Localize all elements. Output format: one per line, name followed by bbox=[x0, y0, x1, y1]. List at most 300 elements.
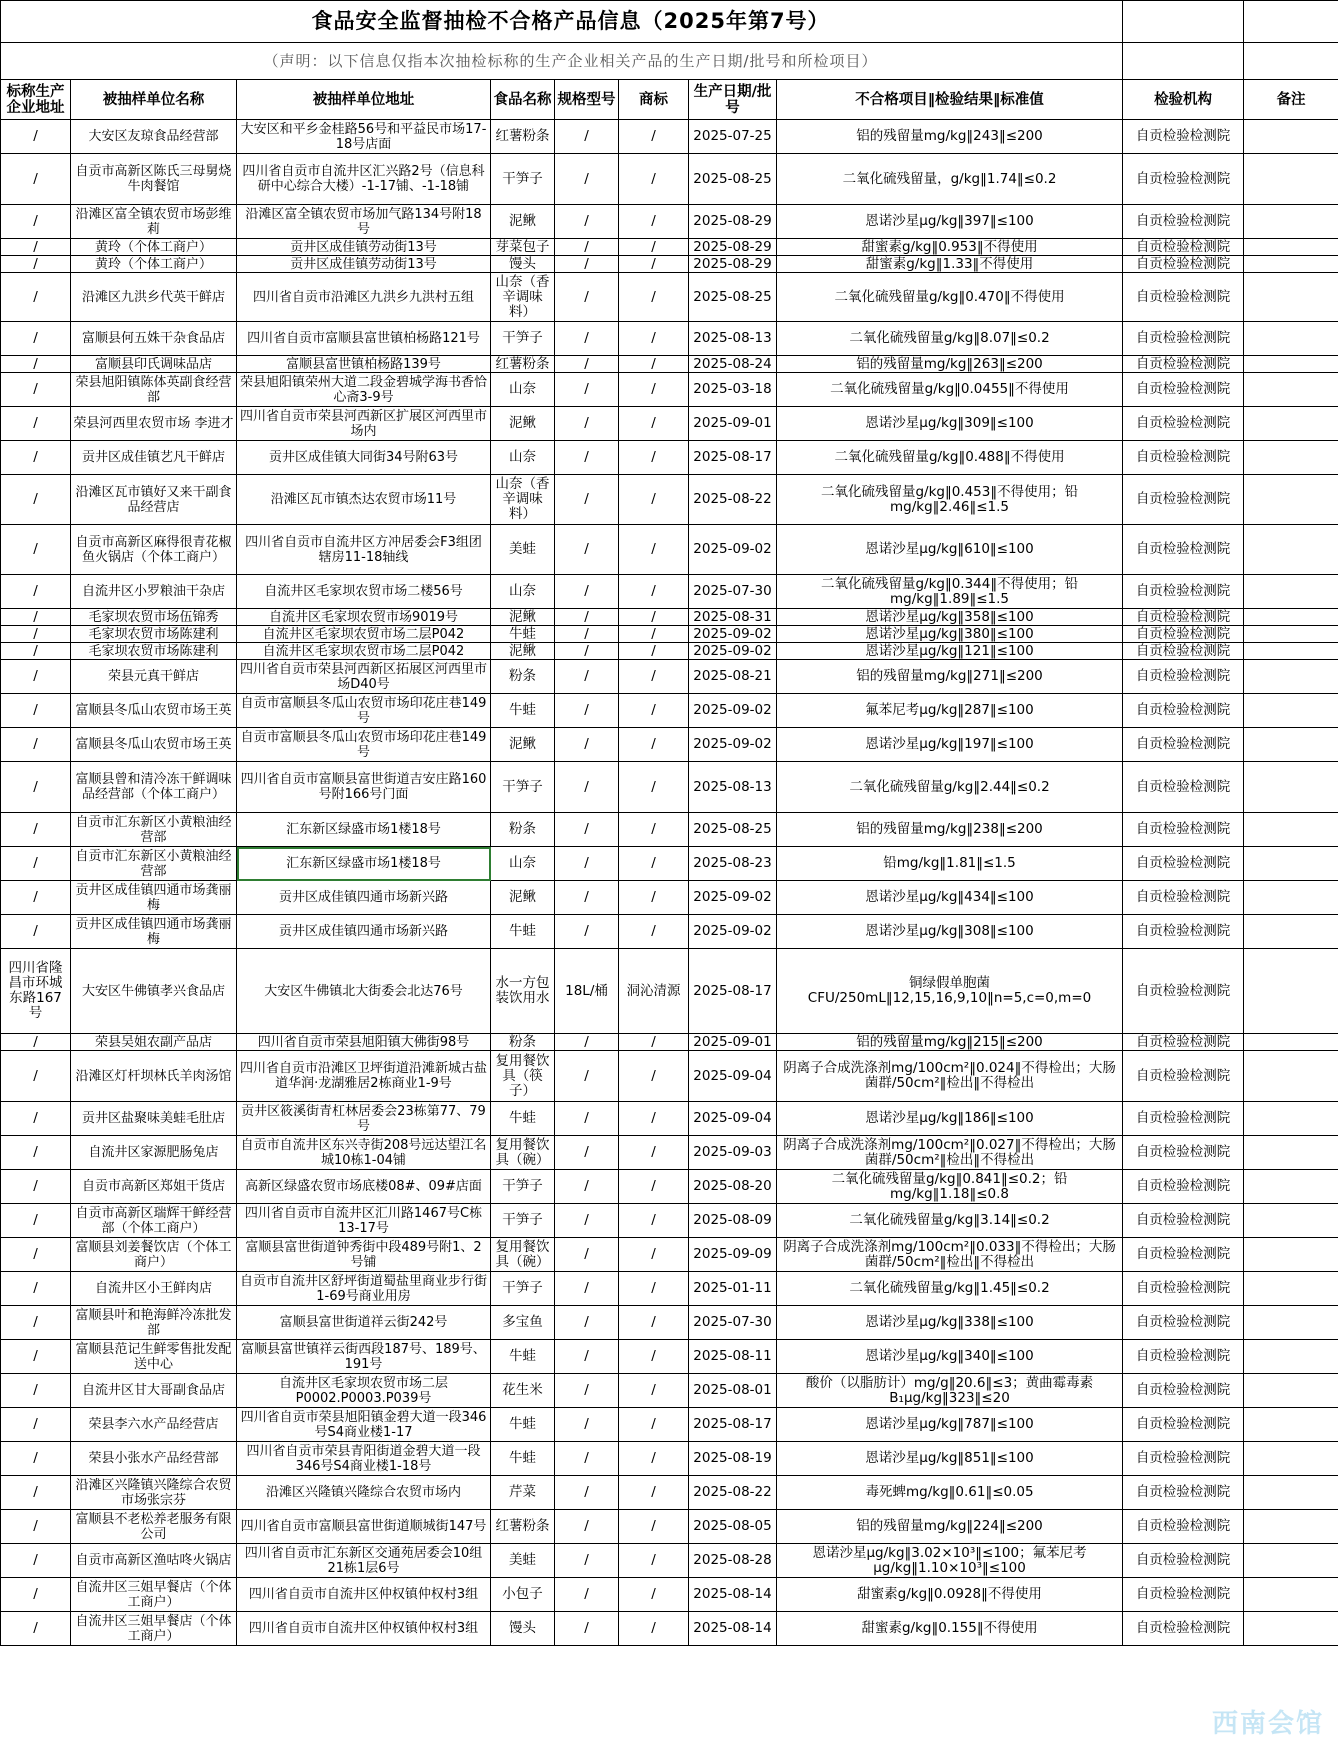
lab-cell[interactable]: 自贡检验检测院 bbox=[1123, 1272, 1244, 1306]
failed-item-cell[interactable]: 酸价（以脂肪计）mg/g‖20.6‖≤3；黄曲霉毒素B₁μg/kg‖323‖≤20 bbox=[777, 1374, 1123, 1408]
food-name-cell[interactable]: 山奈 bbox=[491, 373, 555, 407]
spec-cell[interactable]: / bbox=[555, 762, 619, 813]
failed-item-cell[interactable]: 恩诺沙星μg/kg‖186‖≤100 bbox=[777, 1102, 1123, 1136]
production-date-cell[interactable]: 2025-07-30 bbox=[689, 575, 777, 609]
lab-cell[interactable]: 自贡检验检测院 bbox=[1123, 1102, 1244, 1136]
food-name-cell[interactable]: 美蛙 bbox=[491, 525, 555, 575]
lab-cell[interactable]: 自贡检验检测院 bbox=[1123, 373, 1244, 407]
production-date-cell[interactable]: 2025-09-09 bbox=[689, 1238, 777, 1272]
lab-cell[interactable]: 自贡检验检测院 bbox=[1123, 694, 1244, 728]
brand-cell[interactable]: / bbox=[619, 762, 689, 813]
spec-cell[interactable]: / bbox=[555, 356, 619, 373]
remark-cell[interactable] bbox=[1244, 1204, 1338, 1238]
food-name-cell[interactable]: 山奈 bbox=[491, 847, 555, 881]
production-date-cell[interactable]: 2025-03-18 bbox=[689, 373, 777, 407]
remark-cell[interactable] bbox=[1244, 1544, 1338, 1578]
spec-cell[interactable]: / bbox=[555, 154, 619, 205]
sampled-unit-address-cell[interactable]: 自流井区毛家坝农贸市场二层P0002.P0003.P039号 bbox=[237, 1374, 491, 1408]
sampled-unit-name-cell[interactable]: 富顺县刘姜餐饮店（个体工商户） bbox=[71, 1238, 237, 1272]
remark-cell[interactable] bbox=[1244, 609, 1338, 626]
sampled-unit-name-cell[interactable]: 贡井区成佳镇四通市场龚丽梅 bbox=[71, 915, 237, 949]
production-date-cell[interactable]: 2025-09-01 bbox=[689, 1034, 777, 1051]
remark-cell[interactable] bbox=[1244, 239, 1338, 256]
sampled-unit-name-cell[interactable]: 自流井区小王鲜肉店 bbox=[71, 1272, 237, 1306]
failed-item-cell[interactable]: 甜蜜素g/kg‖1.33‖不得使用 bbox=[777, 256, 1123, 273]
manufacturer-address-cell[interactable]: / bbox=[1, 1102, 71, 1136]
remark-cell[interactable] bbox=[1244, 881, 1338, 915]
remark-cell[interactable] bbox=[1244, 949, 1338, 1034]
food-name-cell[interactable]: 牛蛙 bbox=[491, 1102, 555, 1136]
sampled-unit-address-cell[interactable]: 贡井区成佳镇四通市场新兴路 bbox=[237, 881, 491, 915]
manufacturer-address-cell[interactable]: / bbox=[1, 1272, 71, 1306]
sampled-unit-address-cell[interactable]: 贡井区成佳镇大同街34号附63号 bbox=[237, 441, 491, 475]
sampled-unit-name-cell[interactable]: 自贡市高新区麻得很青花椒鱼火锅店（个体工商户） bbox=[71, 525, 237, 575]
sampled-unit-name-cell[interactable]: 自流井区甘大哥副食品店 bbox=[71, 1374, 237, 1408]
sampled-unit-name-cell[interactable]: 富顺县范记生鲜零售批发配送中心 bbox=[71, 1340, 237, 1374]
manufacturer-address-cell[interactable]: / bbox=[1, 915, 71, 949]
brand-cell[interactable]: / bbox=[619, 1544, 689, 1578]
spec-cell[interactable]: / bbox=[555, 373, 619, 407]
failed-item-cell[interactable]: 二氧化硫残留量g/kg‖0.344‖不得使用；铅mg/kg‖1.89‖≤1.5 bbox=[777, 575, 1123, 609]
sampled-unit-address-cell[interactable]: 自流井区毛家坝农贸市场二楼56号 bbox=[237, 575, 491, 609]
sampled-unit-address-cell[interactable]: 富顺县富世镇祥云街西段187号、189号、191号 bbox=[237, 1340, 491, 1374]
manufacturer-address-cell[interactable]: / bbox=[1, 1034, 71, 1051]
sampled-unit-name-cell[interactable]: 自贡市高新区陈氏三母舅烧牛肉餐馆 bbox=[71, 154, 237, 205]
lab-cell[interactable]: 自贡检验检测院 bbox=[1123, 1340, 1244, 1374]
brand-cell[interactable]: / bbox=[619, 813, 689, 847]
production-date-cell[interactable]: 2025-08-17 bbox=[689, 441, 777, 475]
brand-cell[interactable]: / bbox=[619, 1238, 689, 1272]
remark-cell[interactable] bbox=[1244, 322, 1338, 356]
lab-cell[interactable]: 自贡检验检测院 bbox=[1123, 1170, 1244, 1204]
sampled-unit-address-cell[interactable]: 自流井区毛家坝农贸市场9019号 bbox=[237, 609, 491, 626]
brand-cell[interactable]: / bbox=[619, 373, 689, 407]
sampled-unit-address-cell[interactable]: 贡井区筱溪街青杠林居委会23栋第77、79号 bbox=[237, 1102, 491, 1136]
food-name-cell[interactable]: 牛蛙 bbox=[491, 1340, 555, 1374]
production-date-cell[interactable]: 2025-08-14 bbox=[689, 1578, 777, 1612]
failed-item-cell[interactable]: 氟苯尼考μg/kg‖287‖≤100 bbox=[777, 694, 1123, 728]
food-name-cell[interactable]: 芽菜包子 bbox=[491, 239, 555, 256]
food-name-cell[interactable]: 泥鳅 bbox=[491, 609, 555, 626]
lab-cell[interactable]: 自贡检验检测院 bbox=[1123, 205, 1244, 239]
spec-cell[interactable]: / bbox=[555, 322, 619, 356]
sampled-unit-address-cell[interactable]: 沿滩区富全镇农贸市场加气路134号附18号 bbox=[237, 205, 491, 239]
food-name-cell[interactable]: 复用餐饮具（碗） bbox=[491, 1136, 555, 1170]
manufacturer-address-cell[interactable]: / bbox=[1, 1204, 71, 1238]
spec-cell[interactable]: / bbox=[555, 273, 619, 322]
sampled-unit-name-cell[interactable]: 沿滩区灯杆坝林氏羊肉汤馆 bbox=[71, 1051, 237, 1102]
production-date-cell[interactable]: 2025-08-31 bbox=[689, 609, 777, 626]
sampled-unit-name-cell[interactable]: 自流井区三姐早餐店（个体工商户） bbox=[71, 1578, 237, 1612]
manufacturer-address-cell[interactable]: / bbox=[1, 1051, 71, 1102]
production-date-cell[interactable]: 2025-08-01 bbox=[689, 1374, 777, 1408]
remark-cell[interactable] bbox=[1244, 660, 1338, 694]
sampled-unit-name-cell[interactable]: 毛家坝农贸市场伍锦秀 bbox=[71, 609, 237, 626]
spec-cell[interactable]: / bbox=[555, 626, 619, 643]
spec-cell[interactable]: / bbox=[555, 1051, 619, 1102]
failed-item-cell[interactable]: 恩诺沙星μg/kg‖340‖≤100 bbox=[777, 1340, 1123, 1374]
sampled-unit-name-cell[interactable]: 毛家坝农贸市场陈建利 bbox=[71, 643, 237, 660]
spec-cell[interactable]: / bbox=[555, 1238, 619, 1272]
sampled-unit-address-cell[interactable]: 富顺县富世街道钟秀街中段489号附1、2号铺 bbox=[237, 1238, 491, 1272]
production-date-cell[interactable]: 2025-08-25 bbox=[689, 273, 777, 322]
brand-cell[interactable]: / bbox=[619, 1578, 689, 1612]
manufacturer-address-cell[interactable]: / bbox=[1, 205, 71, 239]
manufacturer-address-cell[interactable]: / bbox=[1, 728, 71, 762]
food-name-cell[interactable]: 山奈 bbox=[491, 575, 555, 609]
brand-cell[interactable]: / bbox=[619, 1612, 689, 1646]
failed-item-cell[interactable]: 甜蜜素g/kg‖0.0928‖不得使用 bbox=[777, 1578, 1123, 1612]
sampled-unit-address-cell[interactable]: 汇东新区绿盛市场1楼18号 bbox=[237, 847, 491, 881]
brand-cell[interactable]: / bbox=[619, 1510, 689, 1544]
production-date-cell[interactable]: 2025-08-14 bbox=[689, 1612, 777, 1646]
failed-item-cell[interactable]: 铝的残留量mg/kg‖224‖≤200 bbox=[777, 1510, 1123, 1544]
sampled-unit-address-cell[interactable]: 四川省自贡市汇东新区交通苑居委会10组21栋1层6号 bbox=[237, 1544, 491, 1578]
food-name-cell[interactable]: 馒头 bbox=[491, 1612, 555, 1646]
lab-cell[interactable]: 自贡检验检测院 bbox=[1123, 273, 1244, 322]
sampled-unit-name-cell[interactable]: 自贡市高新区渔咕咚火锅店 bbox=[71, 1544, 237, 1578]
sampled-unit-name-cell[interactable]: 荣县元真干鲜店 bbox=[71, 660, 237, 694]
spec-cell[interactable]: / bbox=[555, 1204, 619, 1238]
sampled-unit-address-cell[interactable]: 四川省自贡市荣县青阳街道金碧大道一段346号S4商业楼1-18号 bbox=[237, 1442, 491, 1476]
sampled-unit-name-cell[interactable]: 富顺县印氏调味品店 bbox=[71, 356, 237, 373]
brand-cell[interactable]: / bbox=[619, 407, 689, 441]
remark-cell[interactable] bbox=[1244, 273, 1338, 322]
manufacturer-address-cell[interactable]: / bbox=[1, 273, 71, 322]
production-date-cell[interactable]: 2025-08-29 bbox=[689, 256, 777, 273]
production-date-cell[interactable]: 2025-09-02 bbox=[689, 915, 777, 949]
spec-cell[interactable]: / bbox=[555, 407, 619, 441]
spec-cell[interactable]: / bbox=[555, 1374, 619, 1408]
manufacturer-address-cell[interactable]: / bbox=[1, 1442, 71, 1476]
brand-cell[interactable]: / bbox=[619, 847, 689, 881]
failed-item-cell[interactable]: 铅mg/kg‖1.81‖≤1.5 bbox=[777, 847, 1123, 881]
production-date-cell[interactable]: 2025-08-25 bbox=[689, 154, 777, 205]
remark-cell[interactable] bbox=[1244, 847, 1338, 881]
spec-cell[interactable]: / bbox=[555, 660, 619, 694]
production-date-cell[interactable]: 2025-08-23 bbox=[689, 847, 777, 881]
brand-cell[interactable]: / bbox=[619, 609, 689, 626]
lab-cell[interactable]: 自贡检验检测院 bbox=[1123, 356, 1244, 373]
spec-cell[interactable]: / bbox=[555, 1578, 619, 1612]
production-date-cell[interactable]: 2025-08-05 bbox=[689, 1510, 777, 1544]
lab-cell[interactable]: 自贡检验检测院 bbox=[1123, 1544, 1244, 1578]
production-date-cell[interactable]: 2025-09-04 bbox=[689, 1102, 777, 1136]
sampled-unit-name-cell[interactable]: 富顺县曾和清冷冻干鲜调味品经营部（个体工商户） bbox=[71, 762, 237, 813]
production-date-cell[interactable]: 2025-09-02 bbox=[689, 694, 777, 728]
food-name-cell[interactable]: 干笋子 bbox=[491, 1204, 555, 1238]
food-name-cell[interactable]: 粉条 bbox=[491, 813, 555, 847]
production-date-cell[interactable]: 2025-08-24 bbox=[689, 356, 777, 373]
brand-cell[interactable]: / bbox=[619, 1476, 689, 1510]
failed-item-cell[interactable]: 恩诺沙星μg/kg‖851‖≤100 bbox=[777, 1442, 1123, 1476]
lab-cell[interactable]: 自贡检验检测院 bbox=[1123, 915, 1244, 949]
brand-cell[interactable]: / bbox=[619, 1102, 689, 1136]
manufacturer-address-cell[interactable]: / bbox=[1, 1374, 71, 1408]
spec-cell[interactable]: / bbox=[555, 575, 619, 609]
failed-item-cell[interactable]: 铝的残留量mg/kg‖238‖≤200 bbox=[777, 813, 1123, 847]
sampled-unit-name-cell[interactable]: 富顺县冬瓜山农贸市场王英 bbox=[71, 728, 237, 762]
spec-cell[interactable]: / bbox=[555, 525, 619, 575]
spec-cell[interactable]: / bbox=[555, 1306, 619, 1340]
spec-cell[interactable]: / bbox=[555, 475, 619, 525]
remark-cell[interactable] bbox=[1244, 1340, 1338, 1374]
manufacturer-address-cell[interactable]: / bbox=[1, 813, 71, 847]
failed-item-cell[interactable]: 二氧化硫残留量g/kg‖8.07‖≤0.2 bbox=[777, 322, 1123, 356]
spec-cell[interactable]: / bbox=[555, 881, 619, 915]
sampled-unit-address-cell[interactable]: 四川省自贡市荣县河西新区拓展区河西里市场D40号 bbox=[237, 660, 491, 694]
spec-cell[interactable]: / bbox=[555, 1170, 619, 1204]
spec-cell[interactable]: / bbox=[555, 1510, 619, 1544]
spec-cell[interactable]: / bbox=[555, 1102, 619, 1136]
remark-cell[interactable] bbox=[1244, 575, 1338, 609]
sampled-unit-address-cell[interactable]: 大安区和平乡金桂路56号和平益民市场17-18号店面 bbox=[237, 120, 491, 154]
manufacturer-address-cell[interactable]: / bbox=[1, 1306, 71, 1340]
sampled-unit-name-cell[interactable]: 荣县李六水产品经营店 bbox=[71, 1408, 237, 1442]
production-date-cell[interactable]: 2025-08-22 bbox=[689, 1476, 777, 1510]
sampled-unit-address-cell[interactable]: 四川省自贡市沿滩区卫坪街道沿滩新城古盐道华润·龙湖雅居2栋商业1-9号 bbox=[237, 1051, 491, 1102]
lab-cell[interactable]: 自贡检验检测院 bbox=[1123, 1051, 1244, 1102]
sampled-unit-name-cell[interactable]: 自贡市汇东新区小黄粮油经营部 bbox=[71, 813, 237, 847]
remark-cell[interactable] bbox=[1244, 694, 1338, 728]
sampled-unit-address-cell[interactable]: 自流井区毛家坝农贸市场二层P042 bbox=[237, 643, 491, 660]
remark-cell[interactable] bbox=[1244, 475, 1338, 525]
failed-item-cell[interactable]: 恩诺沙星μg/kg‖358‖≤100 bbox=[777, 609, 1123, 626]
spec-cell[interactable]: / bbox=[555, 120, 619, 154]
food-name-cell[interactable]: 山奈（香辛调味料） bbox=[491, 273, 555, 322]
spec-cell[interactable]: / bbox=[555, 1476, 619, 1510]
production-date-cell[interactable]: 2025-08-28 bbox=[689, 1544, 777, 1578]
manufacturer-address-cell[interactable]: / bbox=[1, 239, 71, 256]
production-date-cell[interactable]: 2025-09-02 bbox=[689, 626, 777, 643]
lab-cell[interactable]: 自贡检验检测院 bbox=[1123, 1136, 1244, 1170]
lab-cell[interactable]: 自贡检验检测院 bbox=[1123, 322, 1244, 356]
production-date-cell[interactable]: 2025-09-01 bbox=[689, 407, 777, 441]
sampled-unit-name-cell[interactable]: 自流井区三姐早餐店（个体工商户） bbox=[71, 1612, 237, 1646]
food-name-cell[interactable]: 粉条 bbox=[491, 1034, 555, 1051]
remark-cell[interactable] bbox=[1244, 1034, 1338, 1051]
lab-cell[interactable]: 自贡检验检测院 bbox=[1123, 256, 1244, 273]
sampled-unit-name-cell[interactable]: 沿滩区富全镇农贸市场彭维莉 bbox=[71, 205, 237, 239]
production-date-cell[interactable]: 2025-08-21 bbox=[689, 660, 777, 694]
brand-cell[interactable]: / bbox=[619, 1408, 689, 1442]
failed-item-cell[interactable]: 二氧化硫残留量g/kg‖0.0455‖不得使用 bbox=[777, 373, 1123, 407]
brand-cell[interactable]: / bbox=[619, 1034, 689, 1051]
failed-item-cell[interactable]: 恩诺沙星μg/kg‖309‖≤100 bbox=[777, 407, 1123, 441]
remark-cell[interactable] bbox=[1244, 728, 1338, 762]
manufacturer-address-cell[interactable]: / bbox=[1, 626, 71, 643]
remark-cell[interactable] bbox=[1244, 407, 1338, 441]
spec-cell[interactable]: / bbox=[555, 1442, 619, 1476]
sampled-unit-address-cell[interactable]: 四川省自贡市荣县旭阳镇大佛街98号 bbox=[237, 1034, 491, 1051]
remark-cell[interactable] bbox=[1244, 525, 1338, 575]
sampled-unit-name-cell[interactable]: 富顺县冬瓜山农贸市场王英 bbox=[71, 694, 237, 728]
food-name-cell[interactable]: 干笋子 bbox=[491, 762, 555, 813]
sampled-unit-name-cell[interactable]: 富顺县叶和艳海鲜冷冻批发部 bbox=[71, 1306, 237, 1340]
sampled-unit-address-cell[interactable]: 高新区绿盛农贸市场底楼08#、09#店面 bbox=[237, 1170, 491, 1204]
failed-item-cell[interactable]: 二氧化硫残留量g/kg‖1.45‖≤0.2 bbox=[777, 1272, 1123, 1306]
lab-cell[interactable]: 自贡检验检测院 bbox=[1123, 643, 1244, 660]
manufacturer-address-cell[interactable]: / bbox=[1, 1510, 71, 1544]
food-name-cell[interactable]: 多宝鱼 bbox=[491, 1306, 555, 1340]
remark-cell[interactable] bbox=[1244, 1102, 1338, 1136]
lab-cell[interactable]: 自贡检验检测院 bbox=[1123, 1238, 1244, 1272]
food-name-cell[interactable]: 小包子 bbox=[491, 1578, 555, 1612]
production-date-cell[interactable]: 2025-08-19 bbox=[689, 1442, 777, 1476]
failed-item-cell[interactable]: 铝的残留量mg/kg‖215‖≤200 bbox=[777, 1034, 1123, 1051]
lab-cell[interactable]: 自贡检验检测院 bbox=[1123, 1476, 1244, 1510]
brand-cell[interactable]: / bbox=[619, 120, 689, 154]
manufacturer-address-cell[interactable]: / bbox=[1, 256, 71, 273]
manufacturer-address-cell[interactable]: / bbox=[1, 1612, 71, 1646]
remark-cell[interactable] bbox=[1244, 1442, 1338, 1476]
food-name-cell[interactable]: 牛蛙 bbox=[491, 626, 555, 643]
sampled-unit-address-cell[interactable]: 四川省自贡市沿滩区九洪乡九洪村五组 bbox=[237, 273, 491, 322]
failed-item-cell[interactable]: 甜蜜素g/kg‖0.155‖不得使用 bbox=[777, 1612, 1123, 1646]
sampled-unit-name-cell[interactable]: 荣县旭阳镇陈体英副食经营部 bbox=[71, 373, 237, 407]
lab-cell[interactable]: 自贡检验检测院 bbox=[1123, 813, 1244, 847]
failed-item-cell[interactable]: 二氧化硫残留量g/kg‖0.488‖不得使用 bbox=[777, 441, 1123, 475]
food-name-cell[interactable]: 红薯粉条 bbox=[491, 120, 555, 154]
sampled-unit-address-cell[interactable]: 四川省自贡市自流井区汇兴路2号（信息科研中心综合大楼）-1-17铺、-1-18铺 bbox=[237, 154, 491, 205]
lab-cell[interactable]: 自贡检验检测院 bbox=[1123, 847, 1244, 881]
lab-cell[interactable]: 自贡检验检测院 bbox=[1123, 1408, 1244, 1442]
lab-cell[interactable]: 自贡检验检测院 bbox=[1123, 609, 1244, 626]
brand-cell[interactable]: / bbox=[619, 1136, 689, 1170]
lab-cell[interactable]: 自贡检验检测院 bbox=[1123, 1374, 1244, 1408]
production-date-cell[interactable]: 2025-09-02 bbox=[689, 728, 777, 762]
production-date-cell[interactable]: 2025-07-30 bbox=[689, 1306, 777, 1340]
brand-cell[interactable]: / bbox=[619, 356, 689, 373]
sampled-unit-address-cell[interactable]: 四川省自贡市富顺县富世街道吉安庄路160号附166号门面 bbox=[237, 762, 491, 813]
spec-cell[interactable]: / bbox=[555, 1408, 619, 1442]
sampled-unit-address-cell[interactable]: 四川省自贡市自流井区汇川路1467号C栋13-17号 bbox=[237, 1204, 491, 1238]
sampled-unit-name-cell[interactable]: 贡井区成佳镇艺凡干鲜店 bbox=[71, 441, 237, 475]
sampled-unit-name-cell[interactable]: 自贡市高新区郑姐干货店 bbox=[71, 1170, 237, 1204]
brand-cell[interactable]: / bbox=[619, 1374, 689, 1408]
manufacturer-address-cell[interactable]: / bbox=[1, 643, 71, 660]
lab-cell[interactable]: 自贡检验检测院 bbox=[1123, 120, 1244, 154]
failed-item-cell[interactable]: 阴离子合成洗涤剂mg/100cm²‖0.033‖不得检出；大肠菌群/50cm²‖检出‖不得检出 bbox=[777, 1238, 1123, 1272]
food-name-cell[interactable]: 泥鳅 bbox=[491, 728, 555, 762]
spec-cell[interactable]: / bbox=[555, 694, 619, 728]
sampled-unit-name-cell[interactable]: 自贡市汇东新区小黄粮油经营部 bbox=[71, 847, 237, 881]
lab-cell[interactable]: 自贡检验检测院 bbox=[1123, 881, 1244, 915]
food-name-cell[interactable]: 泥鳅 bbox=[491, 881, 555, 915]
food-name-cell[interactable]: 花生米 bbox=[491, 1374, 555, 1408]
lab-cell[interactable]: 自贡检验检测院 bbox=[1123, 949, 1244, 1034]
manufacturer-address-cell[interactable]: 四川省隆昌市环城东路167号 bbox=[1, 949, 71, 1034]
lab-cell[interactable]: 自贡检验检测院 bbox=[1123, 762, 1244, 813]
brand-cell[interactable]: / bbox=[619, 1170, 689, 1204]
food-name-cell[interactable]: 干笋子 bbox=[491, 322, 555, 356]
brand-cell[interactable]: / bbox=[619, 728, 689, 762]
remark-cell[interactable] bbox=[1244, 356, 1338, 373]
failed-item-cell[interactable]: 铝的残留量mg/kg‖263‖≤200 bbox=[777, 356, 1123, 373]
sampled-unit-address-cell[interactable]: 四川省自贡市富顺县富世镇柏杨路121号 bbox=[237, 322, 491, 356]
sampled-unit-address-cell[interactable]: 富顺县富世镇柏杨路139号 bbox=[237, 356, 491, 373]
brand-cell[interactable]: / bbox=[619, 239, 689, 256]
sampled-unit-address-cell[interactable]: 四川省自贡市自流井区仲权镇仲权村3组 bbox=[237, 1578, 491, 1612]
manufacturer-address-cell[interactable]: / bbox=[1, 120, 71, 154]
food-name-cell[interactable]: 牛蛙 bbox=[491, 694, 555, 728]
failed-item-cell[interactable]: 恩诺沙星μg/kg‖308‖≤100 bbox=[777, 915, 1123, 949]
failed-item-cell[interactable]: 二氧化硫残留量g/kg‖3.14‖≤0.2 bbox=[777, 1204, 1123, 1238]
spec-cell[interactable]: / bbox=[555, 205, 619, 239]
remark-cell[interactable] bbox=[1244, 1476, 1338, 1510]
failed-item-cell[interactable]: 恩诺沙星μg/kg‖3.02×10³‖≤100；氟苯尼考μg/kg‖1.10×10³‖≤100 bbox=[777, 1544, 1123, 1578]
manufacturer-address-cell[interactable]: / bbox=[1, 1238, 71, 1272]
lab-cell[interactable]: 自贡检验检测院 bbox=[1123, 407, 1244, 441]
failed-item-cell[interactable]: 二氧化硫残留量g/kg‖2.44‖≤0.2 bbox=[777, 762, 1123, 813]
sampled-unit-name-cell[interactable]: 富顺县不老松养老服务有限公司 bbox=[71, 1510, 237, 1544]
remark-cell[interactable] bbox=[1244, 373, 1338, 407]
failed-item-cell[interactable]: 恩诺沙星μg/kg‖338‖≤100 bbox=[777, 1306, 1123, 1340]
manufacturer-address-cell[interactable]: / bbox=[1, 407, 71, 441]
failed-item-cell[interactable]: 恩诺沙星μg/kg‖787‖≤100 bbox=[777, 1408, 1123, 1442]
failed-item-cell[interactable]: 恩诺沙星μg/kg‖610‖≤100 bbox=[777, 525, 1123, 575]
manufacturer-address-cell[interactable]: / bbox=[1, 1408, 71, 1442]
spec-cell[interactable]: / bbox=[555, 847, 619, 881]
food-name-cell[interactable]: 复用餐饮具（碗） bbox=[491, 1238, 555, 1272]
brand-cell[interactable]: / bbox=[619, 915, 689, 949]
spec-cell[interactable]: / bbox=[555, 239, 619, 256]
failed-item-cell[interactable]: 铝的残留量mg/kg‖271‖≤200 bbox=[777, 660, 1123, 694]
spec-cell[interactable]: / bbox=[555, 1544, 619, 1578]
production-date-cell[interactable]: 2025-07-25 bbox=[689, 120, 777, 154]
food-name-cell[interactable]: 馒头 bbox=[491, 256, 555, 273]
lab-cell[interactable]: 自贡检验检测院 bbox=[1123, 154, 1244, 205]
failed-item-cell[interactable]: 铜绿假单胞菌CFU/250mL‖12,15,16,9,10‖n=5,c=0,m=0 bbox=[777, 949, 1123, 1034]
remark-cell[interactable] bbox=[1244, 154, 1338, 205]
sampled-unit-address-cell[interactable]: 四川省自贡市自流井区方冲居委会F3组团辖房11-18轴线 bbox=[237, 525, 491, 575]
remark-cell[interactable] bbox=[1244, 1051, 1338, 1102]
failed-item-cell[interactable]: 毒死蜱mg/kg‖0.61‖≤0.05 bbox=[777, 1476, 1123, 1510]
food-name-cell[interactable]: 干笋子 bbox=[491, 1272, 555, 1306]
lab-cell[interactable]: 自贡检验检测院 bbox=[1123, 1204, 1244, 1238]
food-name-cell[interactable]: 芹菜 bbox=[491, 1476, 555, 1510]
production-date-cell[interactable]: 2025-09-02 bbox=[689, 525, 777, 575]
spec-cell[interactable]: / bbox=[555, 1612, 619, 1646]
production-date-cell[interactable]: 2025-08-20 bbox=[689, 1170, 777, 1204]
brand-cell[interactable]: / bbox=[619, 1051, 689, 1102]
remark-cell[interactable] bbox=[1244, 120, 1338, 154]
manufacturer-address-cell[interactable]: / bbox=[1, 525, 71, 575]
lab-cell[interactable]: 自贡检验检测院 bbox=[1123, 1578, 1244, 1612]
sampled-unit-address-cell[interactable]: 自流井区毛家坝农贸市场二层P042 bbox=[237, 626, 491, 643]
food-name-cell[interactable]: 干笋子 bbox=[491, 154, 555, 205]
sampled-unit-address-cell[interactable]: 自贡市自流井区舒坪街道蜀盐里商业步行街1-69号商业用房 bbox=[237, 1272, 491, 1306]
lab-cell[interactable]: 自贡检验检测院 bbox=[1123, 239, 1244, 256]
production-date-cell[interactable]: 2025-08-11 bbox=[689, 1340, 777, 1374]
brand-cell[interactable]: / bbox=[619, 694, 689, 728]
remark-cell[interactable] bbox=[1244, 1272, 1338, 1306]
manufacturer-address-cell[interactable]: / bbox=[1, 762, 71, 813]
failed-item-cell[interactable]: 二氧化硫残留量，g/kg‖1.74‖≤0.2 bbox=[777, 154, 1123, 205]
production-date-cell[interactable]: 2025-08-25 bbox=[689, 813, 777, 847]
sampled-unit-address-cell[interactable]: 自贡市富顺县冬瓜山农贸市场印花庄巷149号 bbox=[237, 728, 491, 762]
remark-cell[interactable] bbox=[1244, 1510, 1338, 1544]
spec-cell[interactable]: / bbox=[555, 643, 619, 660]
spec-cell[interactable]: / bbox=[555, 728, 619, 762]
sampled-unit-address-cell[interactable]: 自贡市富顺县冬瓜山农贸市场印花庄巷149号 bbox=[237, 694, 491, 728]
sampled-unit-address-cell[interactable]: 汇东新区绿盛市场1楼18号 bbox=[237, 813, 491, 847]
spec-cell[interactable]: / bbox=[555, 441, 619, 475]
failed-item-cell[interactable]: 恩诺沙星μg/kg‖397‖≤100 bbox=[777, 205, 1123, 239]
food-name-cell[interactable]: 牛蛙 bbox=[491, 915, 555, 949]
remark-cell[interactable] bbox=[1244, 915, 1338, 949]
sampled-unit-address-cell[interactable]: 四川省自贡市富顺县富世街道顺城街147号 bbox=[237, 1510, 491, 1544]
